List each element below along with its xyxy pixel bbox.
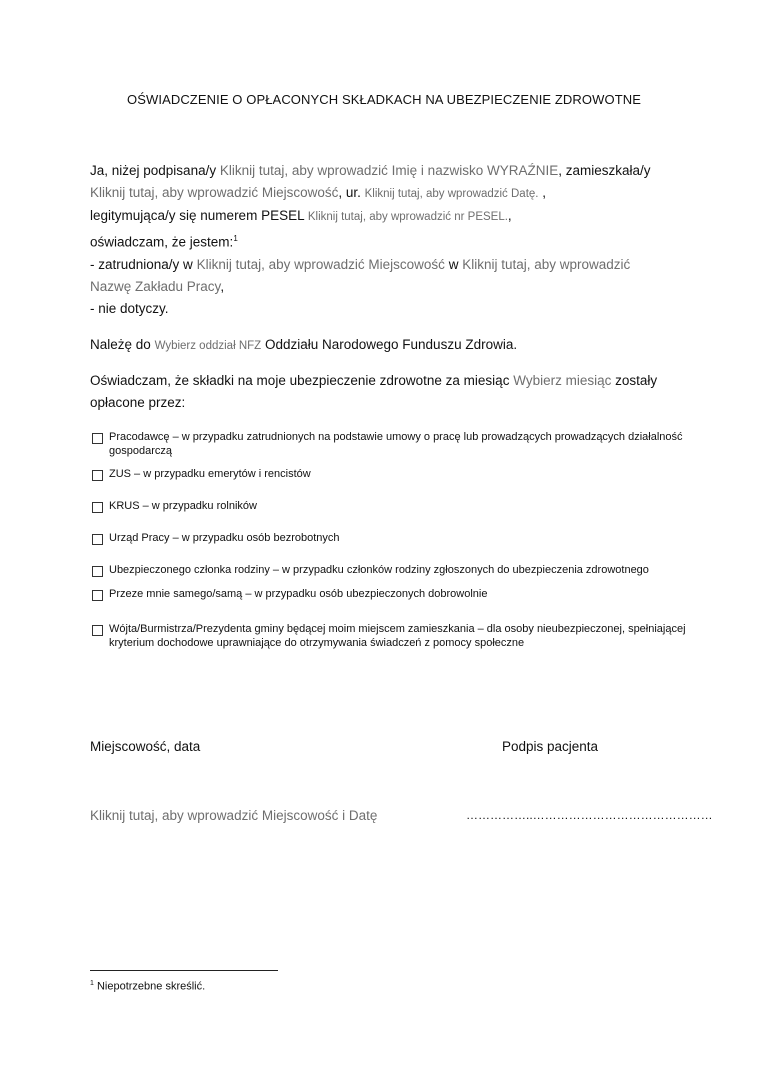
option-label: KRUS – w przypadku rolników xyxy=(109,500,257,512)
footnote xyxy=(90,980,205,993)
text-employed: - zatrudniona/y w xyxy=(90,256,193,272)
footnote-ref: 1 xyxy=(233,234,238,243)
work-city-field[interactable]: Kliknij tutaj, aby wprowadzić Miejscowość xyxy=(196,256,445,272)
text-pesel-label: legitymująca/y się numerem PESEL xyxy=(90,208,305,223)
checkbox-municipality[interactable] xyxy=(92,625,103,636)
nfz-suffix: Oddziału Narodowego Funduszu Zdrowia. xyxy=(264,337,518,352)
contribution-paragraph xyxy=(90,370,690,414)
signature-line: ……………..……………………………………… xyxy=(466,808,713,822)
text-residence: , zamieszkała/y xyxy=(558,163,651,178)
option-label: ZUS – w przypadku emerytów i rencistów xyxy=(109,468,311,480)
text-intro: Ja, niżej podpisana/y xyxy=(90,163,217,178)
patient-signature-label: Podpis pacjenta xyxy=(502,739,599,754)
option-label: Ubezpieczonego członka rodziny – w przypadku członków rodziny zgłoszonych do ubezpieczenia zdrowotnego xyxy=(109,564,649,576)
option-label: Przeze mnie samego/samą – w przypadku osób ubezpieczonych dobrowolnie xyxy=(109,588,488,600)
checkbox-self[interactable] xyxy=(92,590,103,601)
option-label: Wójta/Burmistrza/Prezydenta gminy będącej moim miejscem zamieszkania – dla osoby nieubezpieczonej, spełniającej kryterium dochodowe uprawniające do otrzymywania świadczeń z pomocy społeczne xyxy=(109,623,686,649)
place-date-field[interactable]: Kliknij tutaj, aby wprowadzić Miejscowość i Datę xyxy=(90,808,378,823)
text-in: w xyxy=(448,256,459,272)
pesel-field[interactable]: Kliknij tutaj, aby wprowadzić nr PESEL. xyxy=(307,211,508,223)
nfz-prefix: Należę do xyxy=(90,337,151,352)
option-family-member[interactable] xyxy=(92,563,692,577)
option-label: Pracodawcę – w przypadku zatrudnionych na podstawie umowy o pracę lub prowadzących prowadzących działalność gospodarczą xyxy=(109,431,683,457)
personal-data-paragraph xyxy=(90,160,690,320)
name-field[interactable]: Kliknij tutaj, aby wprowadzić Imię i nazwisko WYRAŹNIE xyxy=(219,163,559,178)
option-zus[interactable] xyxy=(92,467,692,481)
workplace-field-line1[interactable]: Kliknij tutaj, aby wprowadzić xyxy=(462,256,631,272)
checkbox-zus[interactable] xyxy=(92,470,103,481)
text-not-applicable: - nie dotyczy. xyxy=(90,300,169,316)
month-dropdown[interactable]: Wybierz miesiąc xyxy=(513,373,612,388)
text-declare: oświadczam, że jestem: xyxy=(90,234,234,250)
document-title: OŚWIADCZENIE O OPŁACONYCH SKŁADKACH NA UBEZPIECZENIE ZDROWOTNE xyxy=(127,92,641,107)
option-labour-office[interactable] xyxy=(92,531,692,545)
checkbox-krus[interactable] xyxy=(92,502,103,513)
text-born: , ur. xyxy=(338,185,361,200)
footnote-text: Niepotrzebne skreślić. xyxy=(96,980,206,993)
contrib-text-2: zostały xyxy=(615,373,658,388)
footnote-divider xyxy=(90,970,278,971)
nfz-branch-dropdown[interactable]: Wybierz oddział NFZ xyxy=(154,340,262,352)
birth-date-field[interactable]: Kliknij tutaj, aby wprowadzić Datę. xyxy=(364,188,539,200)
checkbox-employer[interactable] xyxy=(92,433,103,444)
text-comma: , xyxy=(542,185,547,200)
place-date-label: Miejscowość, data xyxy=(90,739,201,754)
text-comma-3: , xyxy=(220,278,225,294)
city-field[interactable]: Kliknij tutaj, aby wprowadzić Miejscowość xyxy=(90,185,339,200)
contrib-text-3: opłacone przez: xyxy=(90,395,186,410)
option-self[interactable] xyxy=(92,587,692,601)
workplace-field-line2[interactable]: Nazwę Zakładu Pracy xyxy=(90,278,221,294)
checkbox-family-member[interactable] xyxy=(92,566,103,577)
footnote-number: 1 xyxy=(90,980,94,987)
contrib-text: Oświadczam, że składki na moje ubezpieczenie zdrowotne za miesiąc xyxy=(90,373,510,388)
checkbox-labour-office[interactable] xyxy=(92,534,103,545)
option-municipality[interactable] xyxy=(92,622,692,650)
option-employer[interactable] xyxy=(92,430,692,458)
nfz-paragraph xyxy=(90,334,690,357)
option-krus[interactable] xyxy=(92,499,692,513)
option-label: Urząd Pracy – w przypadku osób bezrobotnych xyxy=(109,532,340,544)
text-comma-2: , xyxy=(507,208,512,223)
